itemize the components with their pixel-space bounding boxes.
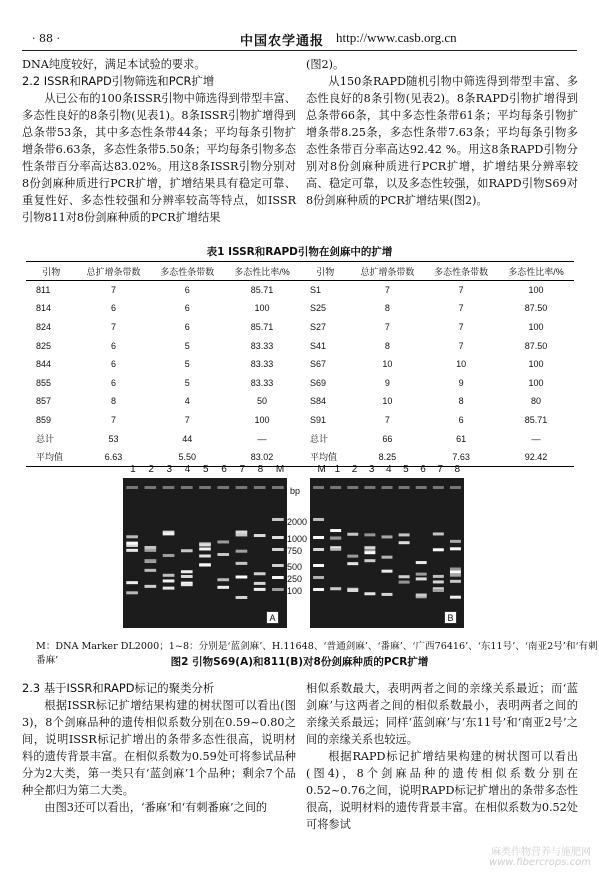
table-row	[26, 281, 574, 300]
table-cell: 10	[382, 359, 393, 370]
lane-label: 8	[257, 464, 264, 475]
table-cell: 5	[184, 359, 190, 370]
table-cell: 6.63	[77, 448, 151, 467]
paragraph: (图2)。	[306, 58, 345, 71]
lane-label: 2	[148, 464, 154, 475]
table-row	[26, 429, 574, 448]
paragraph: DNA纯度较好，满足本试验的要求。	[22, 58, 206, 71]
table-cell: S41	[309, 340, 326, 351]
marker-size-label: 250	[287, 574, 303, 584]
paragraph: 从已公布的100条ISSR引物中筛选得到带型丰富、多态性良好的8条引物(见表1)。8条ISSR引物扩增得到总条带53条，其中多态性条带44条；平均每条引物扩增条带6.63条，多态性条带5.50条；平均每条引物多态性条带百分率高达83.02%。用这8条ISSR引物分别对8份剑麻种质进行PCR扩增，扩增结果具有稳定可靠、重复性好、多态性较强和分辨率较高等特点，如ISSR引物811对8份剑麻种质的PCR扩增结果	[22, 92, 296, 224]
table-cell: 44	[182, 433, 193, 444]
table-cell: 总计	[309, 434, 328, 445]
table-cell: 5	[184, 340, 190, 351]
table-cell: 100	[254, 303, 270, 314]
table-row	[26, 448, 574, 467]
lane-label: 4	[386, 464, 392, 475]
table-row	[26, 392, 574, 411]
column-header: 多态性比率/%	[224, 262, 300, 281]
table-cell: 85.71	[250, 321, 274, 332]
paragraph: 由图3还可以看出，‘番麻’和‘有刺番麻’之间的	[44, 801, 268, 814]
page-number: · 88 ·	[32, 32, 60, 45]
section-heading: 2.2 ISSR和RAPD引物筛选和PCR扩增	[22, 74, 215, 88]
table-cell: 66	[382, 433, 393, 444]
table-cell: 8	[110, 396, 116, 407]
table-cell: 8	[384, 340, 390, 351]
lane-label: 3	[368, 464, 375, 475]
table-cell: —	[257, 433, 267, 444]
table-cell: 5.50	[150, 448, 224, 467]
lane-label: M	[317, 464, 326, 475]
figure-caption: 图2 引物S69(A)和811(B)对8份剑麻种质的PCR扩增	[170, 656, 429, 668]
gel-image-a	[123, 478, 287, 628]
table-cell: S27	[309, 321, 326, 332]
table-cell: 8	[384, 303, 390, 314]
lane-label: 2	[351, 464, 358, 475]
table-cell: S69	[309, 377, 326, 388]
table-cell: 8.25	[351, 448, 425, 467]
table-cell: 92.42	[498, 448, 574, 467]
lane-label: 7	[437, 464, 443, 475]
right-column-top	[306, 56, 578, 209]
lane-label: 4	[184, 464, 191, 475]
table-cell: 824	[36, 321, 52, 332]
table-cell: 6	[184, 285, 190, 296]
table-cell: 6	[110, 377, 116, 388]
table-row	[26, 373, 574, 392]
marker-size-label: 750	[287, 546, 303, 556]
table-caption: 表1 ISSR和RAPD引物在剑麻中的扩增	[206, 246, 393, 258]
lane-label: 7	[239, 464, 245, 475]
table-issr-rapd	[26, 261, 574, 467]
paragraph: 相似系数最大，表明两者之间的亲缘关系最近；而‘蓝剑麻’与这两者之间的相似系数最小，表明两者之间的亲缘关系最远；同样‘蓝剑麻’与‘东11号’和‘南亚2号’之间的亲缘关系也较远。	[306, 682, 578, 746]
section-heading: 2.3 基于ISSR和RAPD标记的聚类分析	[22, 681, 215, 695]
lane-label: 3	[166, 464, 173, 475]
table-cell: 857	[36, 396, 52, 407]
table-cell: 844	[36, 359, 52, 370]
table-row	[26, 411, 574, 430]
table-cell: 6	[110, 359, 116, 370]
table-row	[26, 299, 574, 318]
table-row	[26, 355, 574, 374]
table-cell: 7	[384, 414, 390, 425]
table-row	[26, 318, 574, 337]
table-cell: 85.71	[524, 414, 548, 425]
table-cell: S1	[309, 285, 321, 296]
lane-label: M	[275, 464, 285, 475]
column-header: 多态性条带数	[150, 262, 224, 281]
journal-name: 中国农学通报	[240, 34, 325, 49]
table-row	[26, 336, 574, 355]
table-cell: 总计	[36, 434, 55, 445]
table-cell: 7	[458, 321, 464, 332]
gel-image-b	[310, 478, 464, 628]
marker-size-label: 1000	[287, 534, 308, 544]
table-cell: 9	[458, 377, 464, 388]
paragraph: 根据ISSR标记扩增结果构建的树状图可以看出(图3)，8个剑麻品种的遗传相似系数分别在0.59~0.80之间，说明ISSR标记扩增出的条带多态性很高，说明材料的遗传背景丰富。在相似系数为0.59处可将参试品种分为2大类，第一类只有‘蓝剑麻’1个品种；剩余7个品种全都归为第二大类。	[22, 699, 296, 797]
lane-label: 8	[454, 464, 460, 475]
left-column-top	[22, 56, 296, 226]
marker-size-label: 500	[287, 562, 303, 572]
table-cell: 平均值	[26, 448, 77, 467]
table-cell: 7.63	[424, 448, 498, 467]
table-cell: 10	[382, 396, 393, 407]
gel-a-label: A	[266, 611, 279, 624]
table-cell: 53	[108, 433, 119, 444]
table-cell: 7	[458, 285, 464, 296]
table-cell: 6	[184, 321, 190, 332]
bp-unit-label: bp	[290, 486, 301, 496]
left-column-bottom	[22, 680, 296, 816]
table-cell: 80	[531, 396, 542, 407]
table-cell: 83.33	[250, 359, 274, 370]
table-cell: 814	[36, 303, 52, 314]
table-cell: 9	[384, 377, 390, 388]
table-cell: 61	[456, 433, 467, 444]
table-cell: 100	[528, 321, 544, 332]
table-cell: —	[531, 433, 541, 444]
table-cell: 100	[528, 359, 544, 370]
table-cell: 6	[184, 303, 190, 314]
lane-label: 6	[221, 464, 227, 475]
table-cell: 85.71	[250, 285, 274, 296]
table-cell: 7	[458, 340, 464, 351]
table-cell: 8	[458, 396, 464, 407]
column-header: 引物	[300, 262, 351, 281]
lane-label: 6	[420, 464, 426, 475]
table-cell: 50	[257, 396, 268, 407]
header-rule	[22, 50, 577, 51]
watermark-url: www.fibercrops.com	[489, 857, 591, 868]
table-cell: S67	[309, 359, 326, 370]
table-cell: 7	[110, 321, 116, 332]
table-cell: 100	[528, 285, 544, 296]
table-cell: 7	[184, 414, 190, 425]
marker-size-label: 100	[287, 586, 303, 596]
paragraph: 根据RAPD标记扩增结果构建的树状图可以看出(图4)，8个剑麻品种的遗传相似系数分别在0.52~0.76之间，说明RAPD标记扩增出的条带多态性很高，说明材料的遗传背景丰富。在相似系数为0.52处可将参试	[306, 750, 578, 831]
table-cell: 6	[110, 340, 116, 351]
table-cell: 83.33	[250, 377, 274, 388]
column-header: 引物	[26, 262, 77, 281]
table-cell: 825	[36, 340, 52, 351]
table-cell: S84	[309, 396, 326, 407]
table-cell: 7	[384, 321, 390, 332]
watermark-title: 麻类作物营养与施肥网	[491, 847, 591, 858]
paragraph: 从150条RAPD随机引物中筛选得到带型丰富、多态性良好的8条引物(见表2)。8条RAPD引物扩增得到总条带66条，其中多态性条带61条；平均每条引物扩增条带8.25条，多态性条带7.63条；平均每条引物多态性条带百分率高达92.42 %。用这8条RAPD引物分别对8份剑麻种质进行PCR扩增，扩增结果分辨率较高、稳定可靠，以及多态性较强，如RAPD引物S69对8份剑麻种质的PCR扩增结果(图2)。	[306, 75, 578, 207]
journal-url[interactable]: http://www.casb.org.cn	[336, 30, 457, 45]
figure-note: M：DNA Marker DL2000；1~8：分别是‘蓝剑麻’、H.11648、‘普通剑麻’、‘番麻’、‘广西76416’、‘东11号’、‘南亚2号’和‘有刺番麻’	[36, 641, 598, 666]
running-header	[22, 30, 577, 52]
right-column-bottom	[306, 680, 578, 833]
table-cell: 100	[254, 414, 270, 425]
table-cell: 855	[36, 377, 52, 388]
marker-size-label: 2000	[287, 517, 308, 527]
table-cell: 7	[458, 303, 464, 314]
lane-label: 1	[334, 464, 341, 475]
table-cell: 859	[36, 414, 52, 425]
column-header: 多态性比率/%	[498, 262, 574, 281]
table-cell: 平均值	[300, 448, 351, 467]
lane-label: 5	[203, 464, 209, 475]
column-header: 多态性条带数	[424, 262, 498, 281]
table-cell: 5	[184, 377, 190, 388]
table-cell: S25	[309, 303, 326, 314]
table-cell: 10	[456, 359, 467, 370]
table-cell: 7	[110, 414, 116, 425]
table-cell: 6	[110, 303, 116, 314]
table-cell: S91	[309, 414, 326, 425]
table-cell: 83.02	[224, 448, 300, 467]
lane-label: 5	[403, 464, 409, 475]
table-cell: 811	[36, 285, 51, 296]
table-cell: 4	[184, 396, 190, 407]
table-cell: 100	[528, 377, 544, 388]
table-cell: 83.33	[250, 340, 274, 351]
lane-label: 1	[130, 464, 136, 475]
table-cell: 7	[110, 285, 116, 296]
table-cell: 6	[458, 414, 464, 425]
gel-b-label: B	[444, 611, 457, 624]
table-cell: 87.50	[524, 303, 548, 314]
column-header: 总扩增条带数	[77, 262, 151, 281]
table-cell: 87.50	[524, 340, 548, 351]
column-header: 总扩增条带数	[351, 262, 425, 281]
table-cell: 7	[384, 285, 390, 296]
